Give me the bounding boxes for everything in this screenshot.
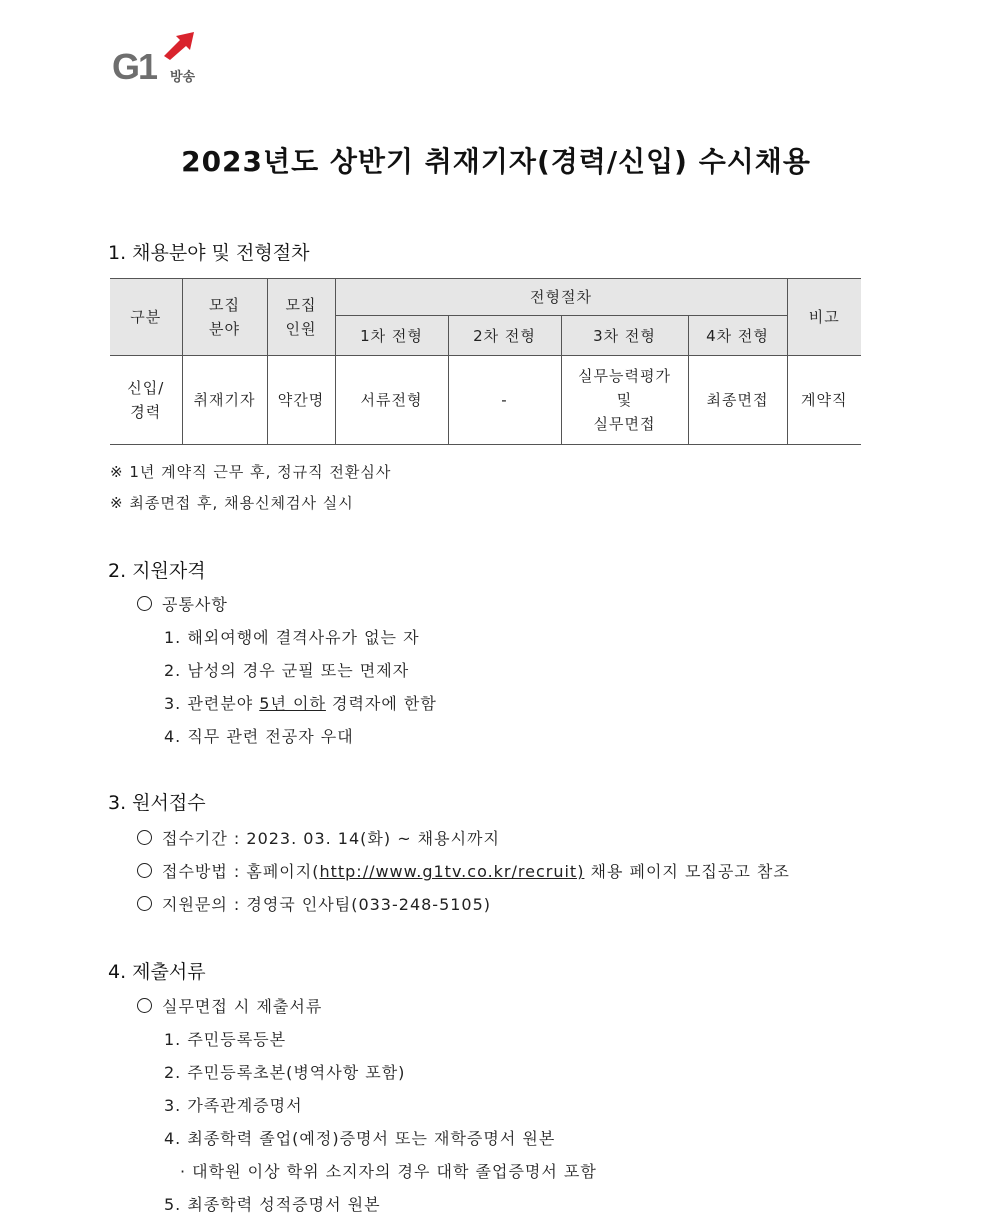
th-step3: 3차 전형 <box>561 316 688 356</box>
apply-contact: 지원문의 : 경영국 인사팀(033-248-5105) <box>137 892 491 915</box>
td-step2: - <box>448 356 561 445</box>
list-item: 2. 남성의 경우 군필 또는 면제자 <box>164 661 410 680</box>
th-process: 전형절차 <box>335 279 787 316</box>
th-count: 모집 인원 <box>267 279 335 356</box>
logo-arrow-icon <box>162 30 198 60</box>
note-2: ※ 최종면접 후, 채용신체검사 실시 <box>110 494 354 512</box>
logo-sub: 방송 <box>170 70 196 85</box>
circle-bullet-icon <box>137 896 152 911</box>
th-step2: 2차 전형 <box>448 316 561 356</box>
td-field: 취재기자 <box>182 356 267 445</box>
section4-heading: 4. 제출서류 <box>108 961 206 983</box>
section1-heading: 1. 채용분야 및 전형절차 <box>108 242 310 264</box>
section4-sub: 실무면접 시 제출서류 <box>137 994 322 1017</box>
section3-heading: 3. 원서접수 <box>108 792 206 814</box>
circle-bullet-icon <box>137 863 152 878</box>
list-item: 1. 해외여행에 결격사유가 없는 자 <box>164 628 420 647</box>
recruit-link[interactable]: http://www.g1tv.co.kr/recruit) <box>319 862 585 881</box>
list-item: 4. 직무 관련 전공자 우대 <box>164 727 354 746</box>
list-item: 5. 최종학력 성적증명서 원본 <box>164 1195 381 1214</box>
apply-period: 접수기간 : 2023. 03. 14(화) ~ 채용시까지 <box>137 826 500 849</box>
section2-heading: 2. 지원자격 <box>108 560 206 582</box>
circle-bullet-icon <box>137 596 152 611</box>
list-item: 3. 관련분야 5년 이하 경력자에 한함 <box>164 694 437 713</box>
recruit-table <box>110 278 861 445</box>
apply-method: 접수방법 : 홈페이지(http://www.g1tv.co.kr/recruit) 채용 페이지 모집공고 참조 <box>137 859 790 882</box>
list-item: 3. 가족관계증명서 <box>164 1096 303 1115</box>
g1-logo <box>112 30 212 90</box>
td-count: 약간명 <box>267 356 335 445</box>
logo-mark: G1 <box>112 46 157 87</box>
td-step1: 서류전형 <box>335 356 448 445</box>
td-step3: 실무능력평가 및 실무면접 <box>561 356 688 445</box>
list-item: 2. 주민등록초본(병역사항 포함) <box>164 1063 406 1082</box>
section2-sub: 공통사항 <box>137 592 228 615</box>
list-item: 4. 최종학력 졸업(예정)증명서 또는 재학증명서 원본 <box>164 1129 556 1148</box>
list-subitem: · 대학원 이상 학위 소지자의 경우 대학 졸업증명서 포함 <box>180 1162 597 1181</box>
th-field: 모집 분야 <box>182 279 267 356</box>
page-title: 2023년도 상반기 취재기자(경력/신입) 수시채용 <box>181 145 811 178</box>
th-step4: 4차 전형 <box>688 316 787 356</box>
note-1: ※ 1년 계약직 근무 후, 정규직 전환심사 <box>110 463 392 481</box>
circle-bullet-icon <box>137 830 152 845</box>
th-step1: 1차 전형 <box>335 316 448 356</box>
td-step4: 최종면접 <box>688 356 787 445</box>
th-gubun: 구분 <box>110 279 182 356</box>
circle-bullet-icon <box>137 998 152 1013</box>
td-note: 계약직 <box>787 356 861 445</box>
list-item: 1. 주민등록등본 <box>164 1030 287 1049</box>
td-gubun: 신입/ 경력 <box>110 356 182 445</box>
th-note: 비고 <box>787 279 861 356</box>
